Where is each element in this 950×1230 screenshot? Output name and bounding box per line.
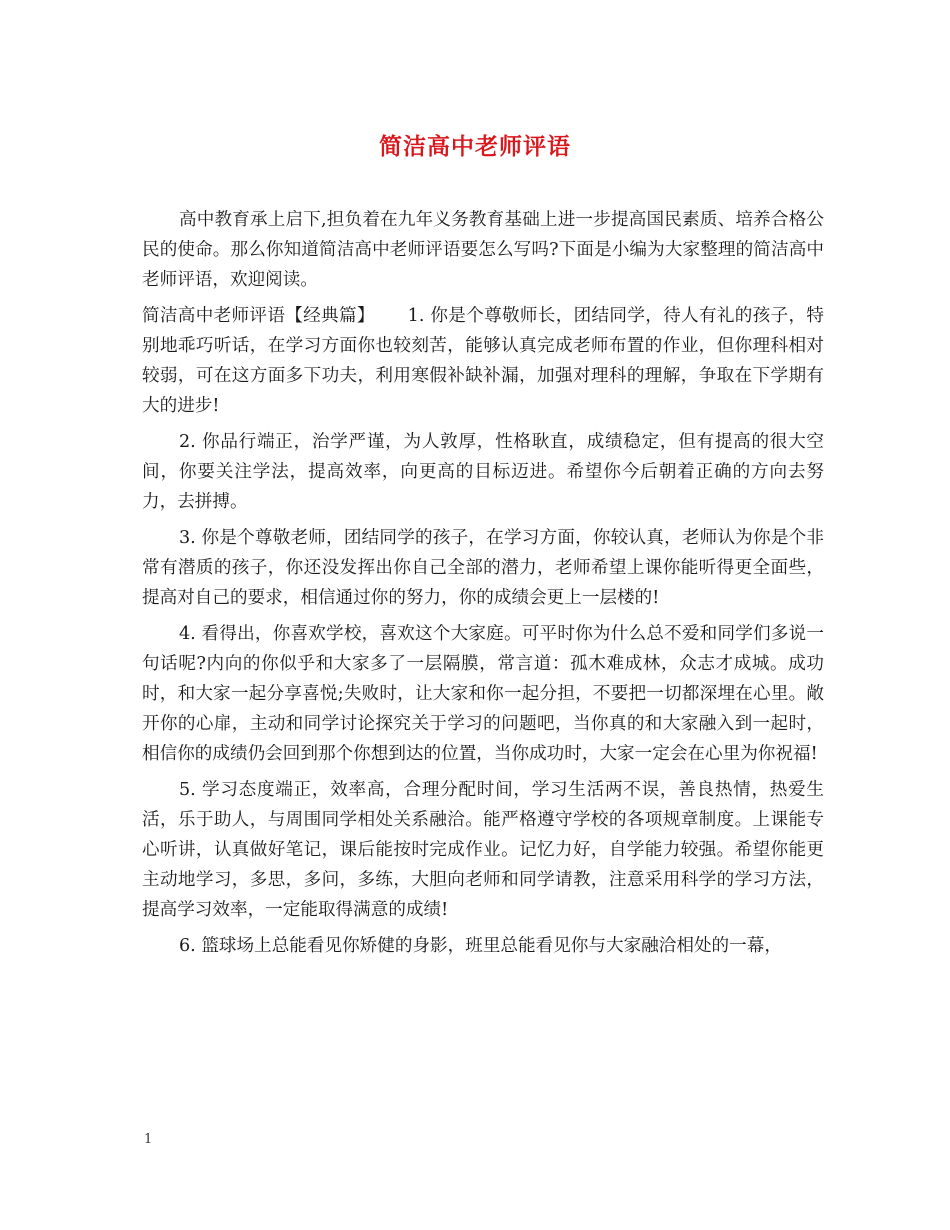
- comment-paragraph-2: 2. 你品行端正，治学严谨，为人敦厚，性格耿直，成绩稳定，但有提高的很大空间，你要关注学法，提高效率，向更高的目标迈进。希望你今后朝着正确的方向去努力，去拼搏。: [142, 432, 824, 512]
- comment-paragraph-4: 4. 看得出，你喜欢学校，喜欢这个大家庭。可平时你为什么总不爱和同学们多说一句话呢?内向的你似乎和大家多了一层隔膜，常言道：孤木难成林，众志才成城。成功时，和大家一起分享喜悦;失败时，让大家和你一起分担，不要把一切都深埋在心里。敞开你的心扉，主动和同学讨论探究关于学习的问题吧，当你真的和大家融入到一起时，相信你的成绩仍会回到那个你想到达的位置，当你成功时，大家一定会在心里为你祝福!: [142, 624, 824, 764]
- page-number: 1: [144, 1132, 153, 1147]
- comment-paragraph-6: 6. 篮球场上总能看见你矫健的身影，班里总能看见你与大家融洽相处的一幕，: [178, 936, 782, 956]
- comment-paragraph-1: 简洁高中老师评语【经典篇】 1. 你是个尊敬师长，团结同学，待人有礼的孩子，特别地乖巧听话，在学习方面你也较刻苦，能够认真完成老师布置的作业，但你理科相对较弱，可在这方面多下功夫，利用寒假补缺补漏，加强对理科的理解，争取在下学期有大的进步!: [142, 306, 824, 416]
- comment-paragraph-3: 3. 你是个尊敬老师，团结同学的孩子，在学习方面，你较认真，老师认为你是个非常有潜质的孩子，你还没发挥出你自己全部的潜力，老师希望上课你能听得更全面些，提高对自己的要求，相信通过你的努力，你的成绩会更上一层楼的!: [142, 528, 824, 608]
- document-title: 简洁高中老师评语: [379, 133, 571, 160]
- comment-paragraph-5: 5. 学习态度端正，效率高，合理分配时间，学习生活两不误，善良热情，热爱生活，乐于助人，与周围同学相处关系融洽。能严格遵守学校的各项规章制度。上课能专心听讲，认真做好笔记，课后能按时完成作业。记忆力好，自学能力较强。希望你能更主动地学习，多思，多问，多练，大胆向老师和同学请教，注意采用科学的学习方法，提高学习效率，一定能取得满意的成绩!: [142, 780, 824, 920]
- intro-paragraph: 高中教育承上启下,担负着在九年义务教育基础上进一步提高国民素质、培养合格公民的使命。那么你知道简洁高中老师评语要怎么写吗?下面是小编为大家整理的简洁高中老师评语，欢迎阅读。: [142, 210, 824, 290]
- document-body: [142, 205, 824, 967]
